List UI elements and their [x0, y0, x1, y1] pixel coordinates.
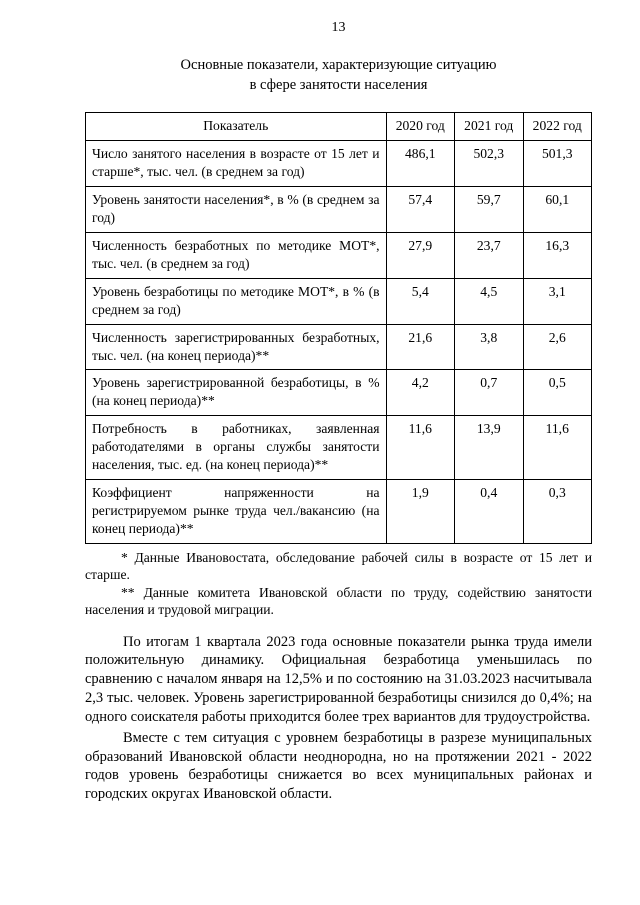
value-cell: 0,4 [455, 480, 523, 544]
footnotes [85, 549, 592, 619]
table-row [86, 416, 592, 480]
value-cell: 0,7 [455, 370, 523, 416]
value-cell: 13,9 [455, 416, 523, 480]
table-row [86, 141, 592, 187]
body-text [85, 633, 592, 805]
indicator-cell: Численность зарегистрированных безработных, тыс. чел. (на конец периода)** [86, 324, 387, 370]
table-row [86, 370, 592, 416]
table-row [86, 324, 592, 370]
value-cell: 59,7 [455, 186, 523, 232]
value-cell: 1,9 [386, 480, 454, 544]
paragraph-1: По итогам 1 квартала 2023 года основные показатели рынка труда имели положительную динамику. Официальная безработица уменьшилась по сравнению с началом января на 12,5% и по состоянию на 31.03.2023 насчитывала 2,3 тыс. человек. Уровень зарегистрированной безработицы снизился до 0,4%; на одного соискателя работы приходится более трех вариантов для трудоустройства. [85, 633, 592, 725]
value-cell: 60,1 [523, 186, 592, 232]
indicator-cell: Коэффициент напряженности на регистрируемом рынке труда чел./вакансию (на конец периода)** [86, 480, 387, 544]
title-line-1: Основные показатели, характеризующие ситуацию [180, 57, 497, 73]
table-row [86, 278, 592, 324]
document-title [85, 56, 592, 95]
value-cell: 23,7 [455, 232, 523, 278]
indicator-cell: Число занятого населения в возрасте от 15 лет и старше*, тыс. чел. (в среднем за год) [86, 141, 387, 187]
footnote-1: * Данные Ивановостата, обследование рабочей силы в возрасте от 15 лет и старше. [85, 549, 592, 583]
value-cell: 3,1 [523, 278, 592, 324]
table-header-row [86, 113, 592, 141]
header-indicator: Показатель [86, 113, 387, 141]
footnote-2: ** Данные комитета Ивановской области по труду, содействию занятости населения и трудовой миграции. [85, 584, 592, 618]
value-cell: 11,6 [523, 416, 592, 480]
header-year-2022: 2022 год [523, 113, 592, 141]
value-cell: 16,3 [523, 232, 592, 278]
indicator-cell: Уровень занятости населения*, в % (в среднем за год) [86, 186, 387, 232]
value-cell: 27,9 [386, 232, 454, 278]
paragraph-2: Вместе с тем ситуация с уровнем безработицы в разрезе муниципальных образований Ивановской области неоднородна, но на протяжении 2021 - 2022 годов уровень безработицы снижается во всех муниципальных районах и городских округах Ивановской области. [85, 729, 592, 803]
indicator-cell: Уровень безработицы по методике МОТ*, в % (в среднем за год) [86, 278, 387, 324]
table-header [86, 113, 592, 141]
value-cell: 21,6 [386, 324, 454, 370]
title-line-2: в сфере занятости населения [249, 76, 428, 93]
indicator-cell: Потребность в работниках, заявленная работодателями в органы службы занятости населения, тыс. ед. (на конец периода)** [86, 416, 387, 480]
value-cell: 502,3 [455, 141, 523, 187]
value-cell: 501,3 [523, 141, 592, 187]
page-number: 13 [331, 20, 346, 35]
table-row [86, 186, 592, 232]
value-cell: 5,4 [386, 278, 454, 324]
indicator-cell: Уровень зарегистрированной безработицы, в % (на конец периода)** [86, 370, 387, 416]
header-year-2020: 2020 год [386, 113, 454, 141]
value-cell: 4,2 [386, 370, 454, 416]
table-body [86, 141, 592, 544]
indicator-cell: Численность безработных по методике МОТ*, тыс. чел. (в среднем за год) [86, 232, 387, 278]
value-cell: 11,6 [386, 416, 454, 480]
value-cell: 4,5 [455, 278, 523, 324]
value-cell: 3,8 [455, 324, 523, 370]
value-cell: 486,1 [386, 141, 454, 187]
value-cell: 0,5 [523, 370, 592, 416]
indicators-table [85, 112, 592, 544]
table-row [86, 232, 592, 278]
value-cell: 0,3 [523, 480, 592, 544]
value-cell: 57,4 [386, 186, 454, 232]
value-cell: 2,6 [523, 324, 592, 370]
header-year-2021: 2021 год [455, 113, 523, 141]
table-row [86, 480, 592, 544]
